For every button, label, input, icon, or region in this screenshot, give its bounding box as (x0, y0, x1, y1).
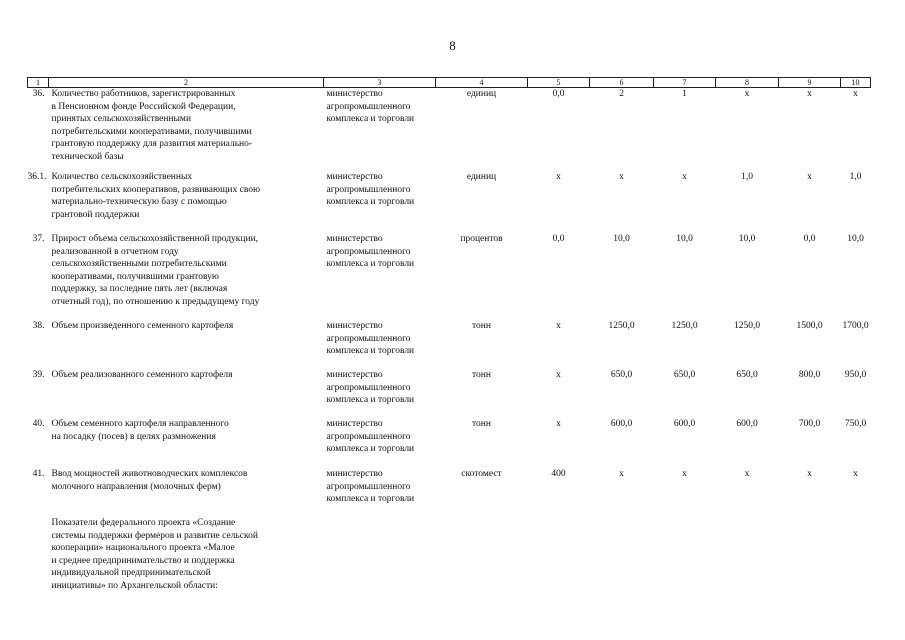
value-col-8: 10,0 (738, 234, 756, 244)
value-col-5: 0,0 (552, 234, 565, 244)
responsible-body: министерство агропромышленного комплекса и торговли (326, 234, 415, 269)
value-col-7: х (682, 469, 687, 479)
value-col-5: х (556, 370, 561, 380)
value-col-6: 650,0 (610, 370, 633, 380)
value-col-10: 750,0 (844, 419, 867, 429)
value-col-5: х (556, 172, 561, 182)
value-col-10: 1,0 (849, 172, 862, 182)
table-row (28, 369, 871, 418)
value-col-9: 700,0 (798, 419, 821, 429)
value-col-8: 1,0 (741, 172, 753, 182)
value-col-7: 650,0 (673, 370, 696, 380)
responsible-body: министерство агропромышленного комплекса и торговли (326, 469, 415, 504)
table-body (28, 88, 871, 593)
column-number-row (28, 78, 871, 88)
value-col-6: 2 (619, 89, 624, 99)
value-col-9: х (807, 469, 812, 479)
row-number: 39. (32, 370, 45, 380)
value-col-5: 0,0 (552, 89, 565, 99)
value-col-8: х (744, 469, 750, 479)
table-row (28, 320, 871, 369)
section-heading: Показатели федерального проекта «Создание системы поддержки фермеров и развитие сельской кооперации» национального проекта «Малое и среднее предпринимательство и поддержка индивидуальной предпринимательской инициативы» по Архангельской области: (51, 518, 258, 591)
value-col-10: 10,0 (847, 234, 864, 244)
unit: тонн (472, 370, 491, 380)
value-col-5: х (556, 321, 561, 331)
table-row (28, 88, 871, 172)
table-row (28, 233, 871, 320)
row-number: 40. (32, 419, 45, 429)
value-col-8: 1250,0 (733, 321, 761, 331)
value-col-7: 1 (682, 89, 687, 99)
row-number: 36. (32, 89, 45, 99)
row-number: 41. (32, 469, 45, 479)
empty-cell (528, 516, 590, 592)
responsible-body: министерство агропромышленного комплекса и торговли (326, 172, 415, 207)
value-col-9: х (807, 172, 812, 182)
value-col-7: 10,0 (676, 234, 693, 244)
value-col-6: х (619, 172, 624, 182)
column-number: 5 (528, 78, 590, 88)
value-col-6: 600,0 (610, 419, 633, 429)
empty-cell (436, 516, 528, 592)
value-col-8: х (744, 89, 750, 99)
page-number: 8 (449, 38, 456, 53)
value-col-9: 1500,0 (796, 321, 823, 331)
value-col-8: 600,0 (736, 419, 758, 429)
value-col-9: х (807, 89, 812, 99)
empty-cell (324, 516, 436, 592)
table-row (28, 171, 871, 233)
value-col-7: х (682, 172, 687, 182)
value-col-6: 1250,0 (608, 321, 635, 331)
table-header (28, 78, 871, 88)
indicators-table (27, 77, 871, 592)
column-number: 3 (324, 78, 436, 88)
value-col-9: 0,0 (803, 234, 816, 244)
value-col-10: х (853, 469, 858, 479)
value-col-10: х (853, 89, 858, 99)
column-number: 6 (590, 78, 654, 88)
responsible-body: министерство агропромышленного комплекса и торговли (326, 89, 415, 124)
indicator-name: Количество сельскохозяйственных потребительских кооперативов, развивающих свою материально-техническую базу с помощью грантовой поддержки (51, 172, 261, 220)
value-col-7: 1250,0 (671, 321, 698, 331)
responsible-body: министерство агропромышленного комплекса и торговли (326, 370, 415, 405)
value-col-7: 600,0 (673, 419, 696, 429)
row-number: 37. (32, 234, 45, 244)
column-number: 7 (654, 78, 716, 88)
unit: единиц (466, 172, 497, 182)
empty-cell (28, 516, 49, 592)
column-number: 1 (28, 78, 49, 88)
indicator-name: Ввод мощностей животноводческих комплексов молочного направления (молочных ферм) (51, 469, 248, 492)
table-row (28, 418, 871, 468)
value-col-10: 950,0 (844, 370, 867, 380)
unit: единиц (466, 89, 497, 99)
section-heading-row (28, 516, 871, 592)
table-row (28, 468, 871, 516)
column-number: 10 (841, 78, 871, 88)
empty-cell (590, 516, 654, 592)
indicator-name: Количество работников, зарегистрированных в Пенсионном фонде Российской Федерации, принятых сельскохозяйственными потребительскими кооперативами, получившими грантовую поддержку для развития материально- технической базы (51, 89, 253, 162)
indicator-name: Объем семенного картофеля направленного на посадку (посев) в целях размножения (51, 419, 229, 442)
row-number: 36.1. (27, 172, 47, 182)
column-number: 9 (779, 78, 841, 88)
value-col-5: 400 (551, 469, 566, 479)
unit: тонн (472, 321, 491, 331)
unit: процентов (460, 234, 503, 244)
unit: скотомест (461, 469, 502, 479)
indicator-name: Объем произведенного семенного картофеля (51, 321, 234, 331)
empty-cell (841, 516, 871, 592)
responsible-body: министерство агропромышленного комплекса и торговли (326, 321, 415, 356)
value-col-9: 800,0 (798, 370, 821, 380)
value-col-5: х (556, 419, 561, 429)
column-number: 2 (49, 78, 324, 88)
value-col-8: 650,0 (736, 370, 758, 380)
empty-cell (779, 516, 841, 592)
empty-cell (716, 516, 779, 592)
indicator-name: Объем реализованного семенного картофеля (51, 370, 233, 380)
value-col-6: х (619, 469, 624, 479)
value-col-10: 1700,0 (842, 321, 869, 331)
responsible-body: министерство агропромышленного комплекса и торговли (326, 419, 415, 454)
column-number: 4 (436, 78, 528, 88)
column-number: 8 (716, 78, 779, 88)
value-col-6: 10,0 (613, 234, 630, 244)
unit: тонн (472, 419, 491, 429)
indicator-name: Прирост объема сельскохозяйственной продукции, реализованной в отчетном году сельскохозяйственными потребительскими кооперативами, получившими грантовую поддержку, за последние пять лет (включая отчетный год), по отношению к предыдущему году (51, 234, 260, 307)
row-number: 38. (32, 321, 45, 331)
empty-cell (654, 516, 716, 592)
